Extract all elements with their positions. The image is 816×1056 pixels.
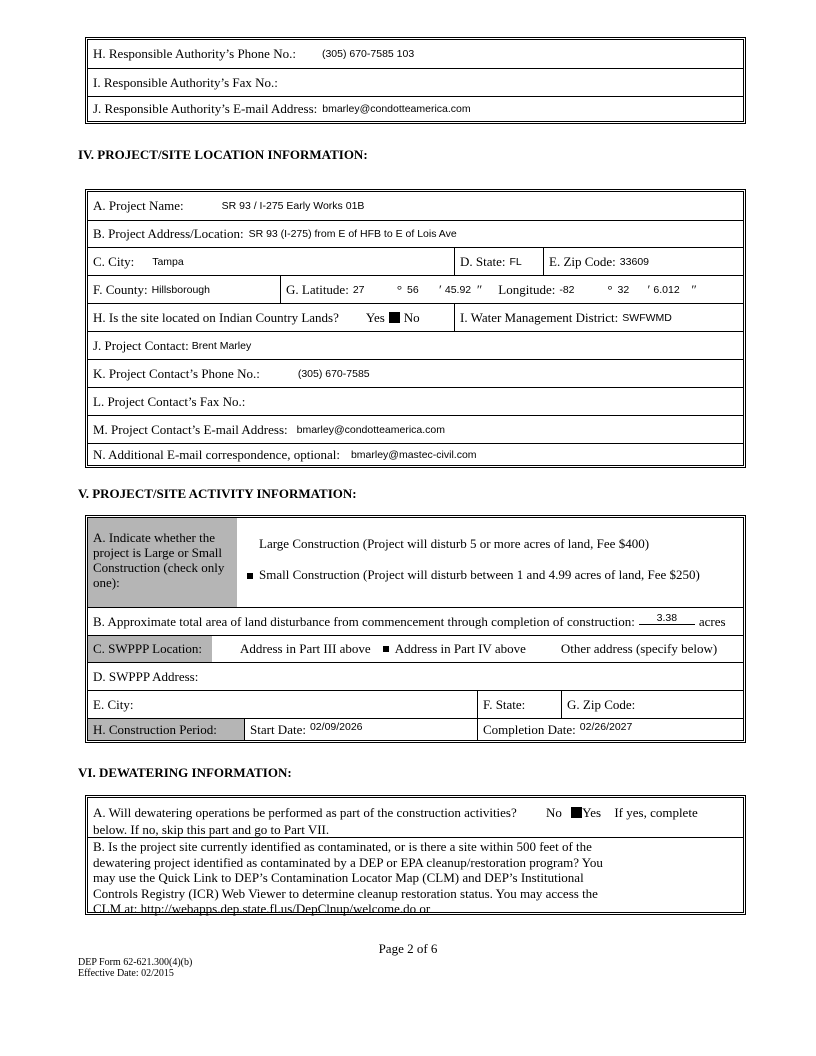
project-address-row <box>88 220 743 247</box>
additional-email-label: N. Additional E-mail correspondence, optional: <box>93 446 340 462</box>
large-construction-option[interactable] <box>243 536 649 552</box>
small-construction-label: Small Construction (Project will disturb between 1 and 4.99 acres of land, Fee $250) <box>259 567 700 582</box>
longitude-degrees[interactable]: -82 <box>559 283 575 296</box>
city-state-zip-row <box>88 247 743 275</box>
dewatering-yes-checkbox[interactable] <box>571 807 582 818</box>
completion-date-label: Completion Date: <box>483 721 576 737</box>
project-state-value[interactable]: FL <box>509 255 522 268</box>
responsible-phone-label: H. Responsible Authority’s Phone No.: <box>93 46 296 61</box>
project-contact-label: J. Project Contact: <box>93 337 189 353</box>
disturbance-area-value[interactable]: 3.38 <box>639 612 695 625</box>
project-address-value[interactable]: SR 93 (I-275) from E of HFB to E of Lois Ave <box>248 228 457 240</box>
swppp-state-label: F. State: <box>483 696 526 712</box>
contact-phone-label: K. Project Contact’s Phone No.: <box>93 365 260 381</box>
construction-size-label: A. Indicate whether the project is Large or Small Construction (check only one): <box>88 518 237 607</box>
county-latlong-row <box>88 275 743 303</box>
dewatering-question-b <box>88 837 743 916</box>
project-state-label: D. State: <box>460 253 506 269</box>
longitude-deg-symbol: ° <box>607 281 613 297</box>
part4-table <box>85 189 746 468</box>
additional-email-row <box>88 443 743 465</box>
project-name-row <box>88 192 743 220</box>
dewatering-a-text-line2: below. If no, skip this part and go to Part VII. <box>93 822 330 837</box>
contact-phone-row <box>88 359 743 387</box>
swppp-city-state-zip-row <box>88 690 743 718</box>
swppp-location-row <box>88 635 743 662</box>
swppp-option-other[interactable]: Other address (specify below) <box>560 641 718 656</box>
longitude-sec-symbol: ″ <box>691 281 697 297</box>
dewatering-yes-option[interactable]: Yes <box>582 805 602 820</box>
part4-heading: IV. PROJECT/SITE LOCATION INFORMATION: <box>78 147 368 162</box>
part6-heading: VI. DEWATERING INFORMATION: <box>78 765 292 780</box>
indian-lands-row <box>88 303 743 331</box>
project-contact-row <box>88 331 743 359</box>
longitude-minutes[interactable]: 32 <box>617 283 630 296</box>
construction-period-row <box>88 718 743 740</box>
latitude-minutes[interactable]: 56 <box>407 283 419 296</box>
additional-email-value[interactable]: bmarley@mastec-civil.com <box>350 448 477 461</box>
project-contact-value[interactable]: Brent Marley <box>191 339 252 352</box>
latitude-seconds[interactable]: 45.92 <box>444 283 472 296</box>
longitude-min-symbol: ′ <box>647 281 651 297</box>
start-date-label: Start Date: <box>250 721 306 737</box>
dewatering-b-line: CLM at: http://webapps.dep.state.fl.us/DepClnup/welcome.do or <box>93 901 431 916</box>
responsible-fax-label: I. Responsible Authority’s Fax No.: <box>93 74 278 90</box>
dewatering-no-option[interactable]: No <box>546 805 562 820</box>
responsible-fax-row <box>88 68 743 96</box>
project-name-value[interactable]: SR 93 / I-275 Early Works 01B <box>221 200 365 212</box>
indian-lands-yes[interactable]: Yes <box>365 309 385 325</box>
wmd-value[interactable]: SWFWMD <box>622 311 672 324</box>
disturbance-area-label: B. Approximate total area of land disturbance from commencement through completion of construction: <box>93 613 635 629</box>
dewatering-b-line: dewatering project identified as contaminated by a DEP or EPA cleanup/restoration program? You <box>93 854 603 870</box>
swppp-option-part4[interactable]: Address in Part IV above <box>394 641 526 656</box>
contact-phone-value[interactable]: (305) 670-7585 <box>297 367 370 380</box>
latitude-deg-symbol: ° <box>396 281 403 297</box>
dewatering-a-text: A. Will dewatering operations be performed as part of the construction activities? <box>93 805 517 820</box>
dewatering-b-line: may use the Quick Link to DEP’s Contamination Locator Map (CLM) and DEP’s Institutional <box>93 870 584 885</box>
longitude-label: Longitude: <box>498 281 556 297</box>
latitude-sec-symbol: ″ <box>476 281 483 297</box>
contact-email-row <box>88 415 743 443</box>
construction-size-row <box>88 518 743 607</box>
swppp-address-label: D. SWPPP Address: <box>93 668 199 684</box>
county-value[interactable]: Hillsborough <box>151 283 210 296</box>
project-zip-value[interactable]: 33609 <box>619 255 649 268</box>
project-name-label: A. Project Name: <box>93 198 184 213</box>
disturbance-area-unit: acres <box>698 613 726 629</box>
contact-email-label: M. Project Contact’s E-mail Address: <box>93 421 288 437</box>
responsible-email-row <box>88 96 743 121</box>
county-label: F. County: <box>93 281 148 297</box>
completion-date-value[interactable]: 02/26/2027 <box>579 720 633 733</box>
page-number: Page 2 of 6 <box>378 941 438 956</box>
construction-period-label: H. Construction Period: <box>93 721 217 737</box>
part5-heading: V. PROJECT/SITE ACTIVITY INFORMATION: <box>78 486 357 501</box>
swppp-city-label: E. City: <box>93 696 134 712</box>
dewatering-b-line: B. Is the project site currently identified as contaminated, or is there a site within 500 feet of the <box>93 839 592 854</box>
effective-date: Effective Date: 02/2015 <box>78 968 174 979</box>
dewatering-question-a <box>88 798 743 837</box>
small-construction-checkbox[interactable] <box>247 573 253 579</box>
part5-table <box>85 515 746 743</box>
indian-lands-no[interactable]: No <box>403 309 420 325</box>
project-city-value[interactable]: Tampa <box>152 255 184 268</box>
swppp-location-label: C. SWPPP Location: <box>93 641 202 656</box>
responsible-phone-row <box>88 40 743 68</box>
responsible-email-value[interactable]: bmarley@condotteamerica.com <box>322 103 471 115</box>
contact-email-value[interactable]: bmarley@condotteamerica.com <box>296 423 446 436</box>
small-construction-option[interactable] <box>243 567 700 583</box>
form-id: DEP Form 62-621.300(4)(b) <box>78 957 193 968</box>
swppp-zip-label: G. Zip Code: <box>567 696 636 712</box>
swppp-option-part3[interactable]: Address in Part III above <box>240 641 371 656</box>
responsible-phone-value[interactable]: (305) 670-7585 103 <box>321 48 415 60</box>
swppp-address-row <box>88 662 743 690</box>
part3-table <box>85 37 746 124</box>
indian-lands-no-checkbox[interactable] <box>389 312 400 323</box>
responsible-email-label: J. Responsible Authority’s E-mail Address: <box>93 101 318 116</box>
disturbance-area-row <box>88 607 743 635</box>
indian-lands-label: H. Is the site located on Indian Country Lands? <box>93 309 339 325</box>
contact-fax-label: L. Project Contact’s Fax No.: <box>93 393 246 409</box>
contact-fax-row <box>88 387 743 415</box>
wmd-label: I. Water Management District: <box>460 309 619 325</box>
dewatering-note: If yes, complete <box>614 805 698 820</box>
longitude-seconds[interactable]: 6.012 <box>653 283 680 296</box>
dewatering-b-line: Controls Registry (ICR) Web Viewer to determine cleanup restoration status. You may access the <box>93 885 598 901</box>
swppp-option-part4-checkbox[interactable] <box>383 646 389 652</box>
latitude-label: G. Latitude: <box>286 281 349 297</box>
project-city-label: C. City: <box>93 253 135 269</box>
latitude-degrees[interactable]: 27 <box>352 283 365 296</box>
large-construction-label: Large Construction (Project will disturb 5 or more acres of land, Fee $400) <box>259 536 650 551</box>
start-date-value[interactable]: 02/09/2026 <box>309 720 363 733</box>
project-zip-label: E. Zip Code: <box>549 253 616 269</box>
project-address-label: B. Project Address/Location: <box>93 226 244 241</box>
part6-table <box>85 795 746 915</box>
latitude-min-symbol: ′ <box>439 281 442 297</box>
